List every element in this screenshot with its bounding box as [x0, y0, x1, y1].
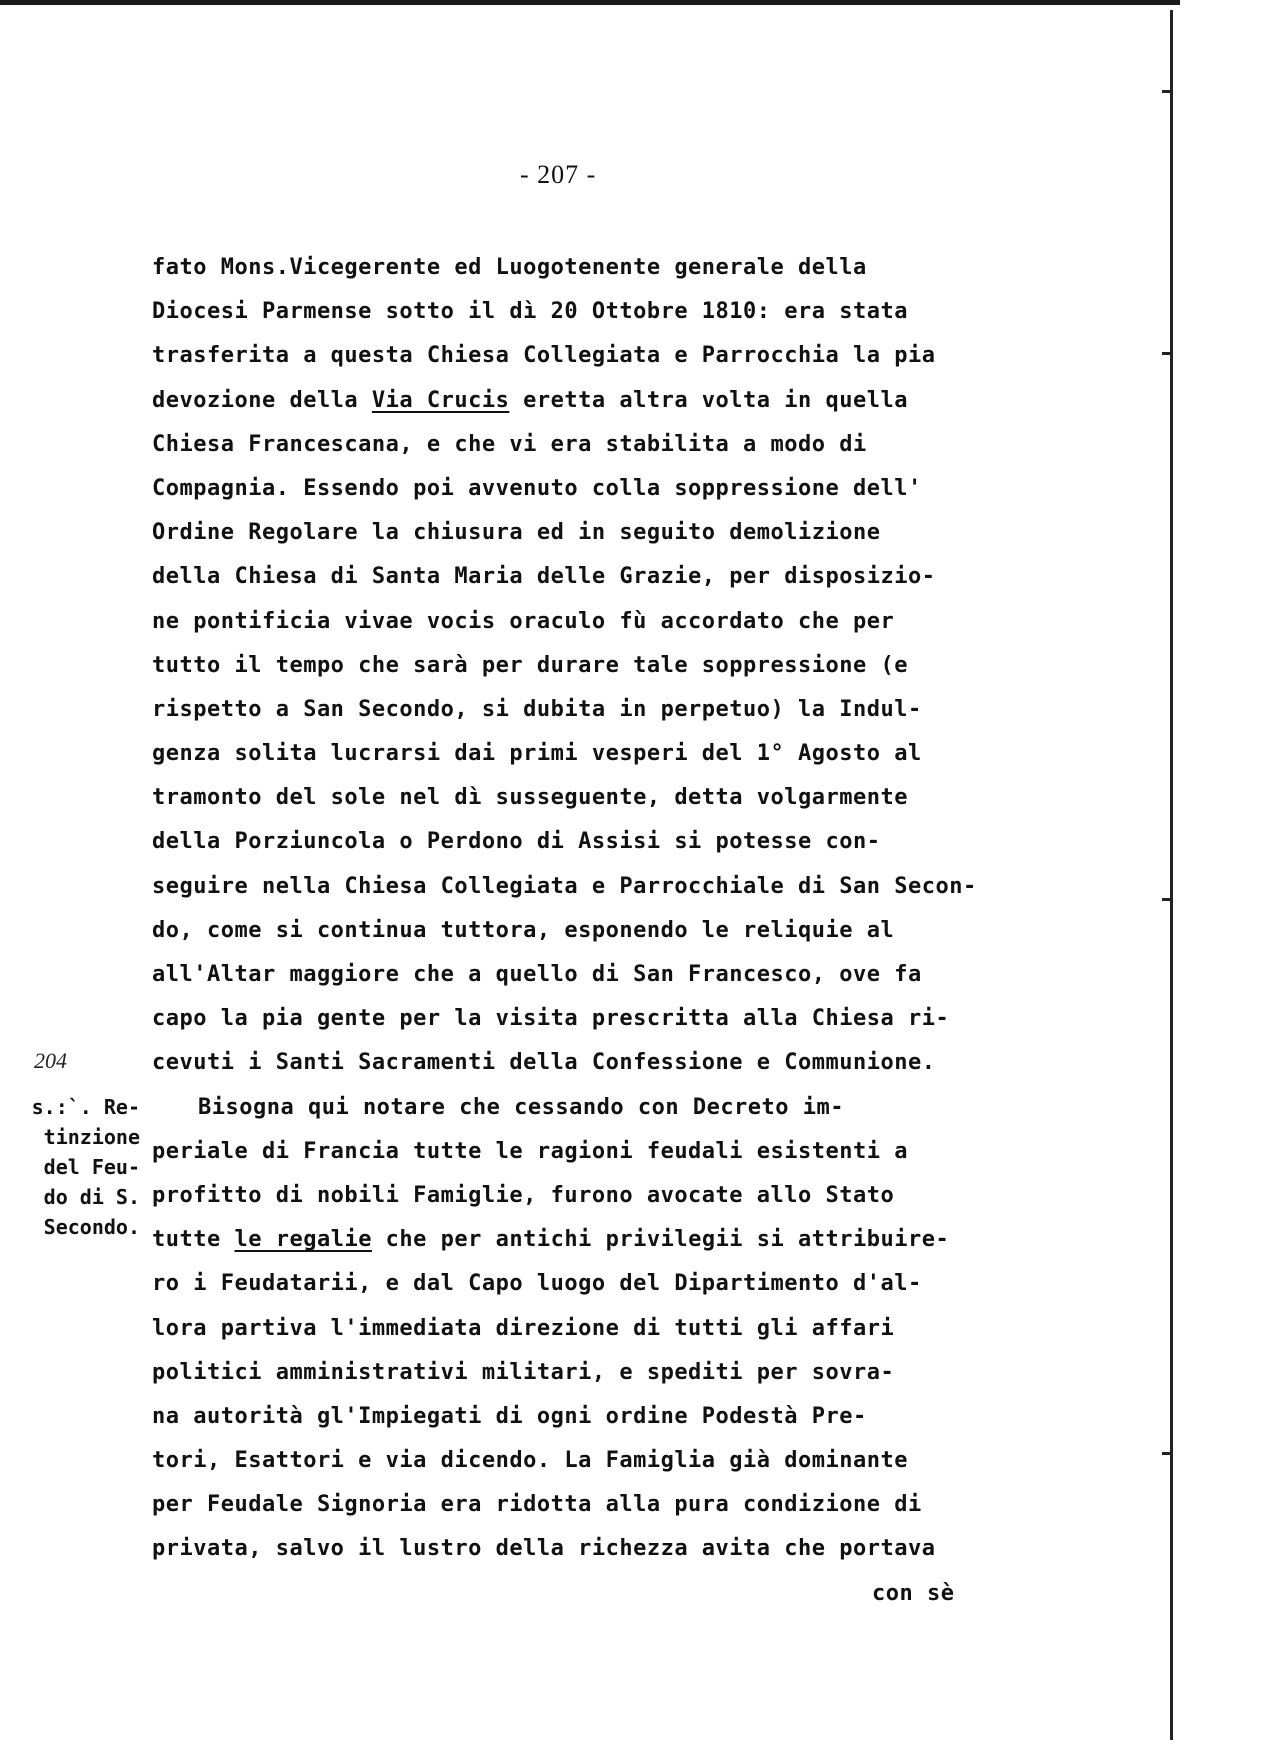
text-line: profitto di nobili Famiglie, furono avocate allo Stato: [152, 1182, 895, 1208]
text-line: tori, Esattori e via dicendo. La Famiglia già dominante: [152, 1448, 908, 1474]
text-line: privata, salvo il lustro della richezza avita che portava: [152, 1536, 936, 1562]
text-line: do, come si continua tuttora, esponendo le reliquie al: [152, 917, 895, 943]
underlined-text: Via Crucis: [371, 387, 510, 413]
text-segment: eretta altra volta in quella: [509, 387, 908, 413]
text-segment: devozione della: [152, 387, 372, 413]
margin-note: [0, 1092, 140, 1242]
underlined-text: le regalie: [234, 1227, 372, 1253]
text-line: fato Mons.Vicegerente ed Luogotenente generale della: [152, 255, 867, 280]
text-line: politici amministrativi militari, e spediti per sovra-: [152, 1359, 895, 1385]
right-margin-line: [1170, 10, 1173, 1740]
text-line: na autorità gl'Impiegati di ogni ordine Podestà Pre-: [152, 1403, 867, 1429]
text-line: all'Altar maggiore che a quello di San Francesco, ove fa: [152, 962, 922, 987]
margin-number: 204: [34, 1048, 67, 1073]
text-line: [152, 1218, 1072, 1262]
body-text: [152, 246, 1072, 1616]
text-line: Diocesi Parmense sotto il dì 20 Ottobre 1810: era stata: [152, 299, 908, 325]
margin-note-line: s.:`. Re-: [31, 1095, 140, 1119]
text-line: seguire nella Chiesa Collegiata e Parrocchiale di San Secon-: [152, 873, 977, 899]
margin-tick: [1162, 90, 1172, 93]
text-line: della Porziuncola o Perdono di Assisi si potesse con-: [152, 829, 881, 855]
text-line: genza solita lucrarsi dai primi vesperi del 1° Agosto al: [152, 741, 922, 767]
text-line: per Feudale Signoria era ridotta alla pura condizione di: [152, 1492, 922, 1518]
top-border-line: [0, 0, 1180, 5]
text-line: tutto il tempo che sarà per durare tale soppressione (e: [152, 652, 908, 678]
text-line: ro i Feudatarii, e dal Capo luogo del Dipartimento d'al-: [152, 1271, 922, 1297]
text-segment: tutte: [152, 1227, 235, 1253]
text-line: della Chiesa di Santa Maria delle Grazie, per disposizio-: [152, 564, 936, 590]
margin-note-line: del Feu-: [43, 1155, 140, 1179]
text-line: rispetto a San Secondo, si dubita in perpetuo) la Indul-: [152, 696, 922, 722]
text-line: periale di Francia tutte le ragioni feudali esistenti a: [152, 1138, 908, 1164]
margin-note-line: Secondo.: [43, 1215, 140, 1239]
page-number: - 207 -: [520, 160, 597, 189]
margin-note-line: tinzione: [43, 1125, 140, 1149]
text-line: Compagnia. Essendo poi avvenuto colla soppressione dell': [152, 475, 922, 501]
margin-tick: [1162, 898, 1172, 901]
text-line: ne pontificia vivae vocis oraculo fù accordato che per: [152, 608, 895, 634]
margin-tick: [1162, 352, 1172, 355]
text-line: con sè: [872, 1580, 955, 1606]
margin-tick: [1162, 1452, 1172, 1455]
text-line: tramonto del sole nel dì susseguente, detta volgarmente: [152, 785, 908, 811]
text-line: capo la pia gente per la visita prescritta alla Chiesa ri-: [152, 1006, 950, 1032]
text-line: Bisogna qui notare che cessando con Decreto im-: [198, 1094, 845, 1120]
text-line: lora partiva l'immediata direzione di tutti gli affari: [152, 1315, 895, 1341]
margin-note-line: do di S.: [43, 1185, 140, 1209]
text-line: trasferita a questa Chiesa Collegiata e Parrocchia la pia: [152, 343, 936, 369]
text-line: cevuti i Santi Sacramenti della Confessione e Communione.: [152, 1050, 936, 1076]
text-line: Chiesa Francescana, e che vi era stabilita a modo di: [152, 431, 867, 457]
text-line: [152, 379, 1072, 423]
text-line: Ordine Regolare la chiusura ed in seguito demolizione: [152, 520, 881, 546]
text-segment: che per antichi privilegii si attribuire-: [371, 1227, 950, 1253]
